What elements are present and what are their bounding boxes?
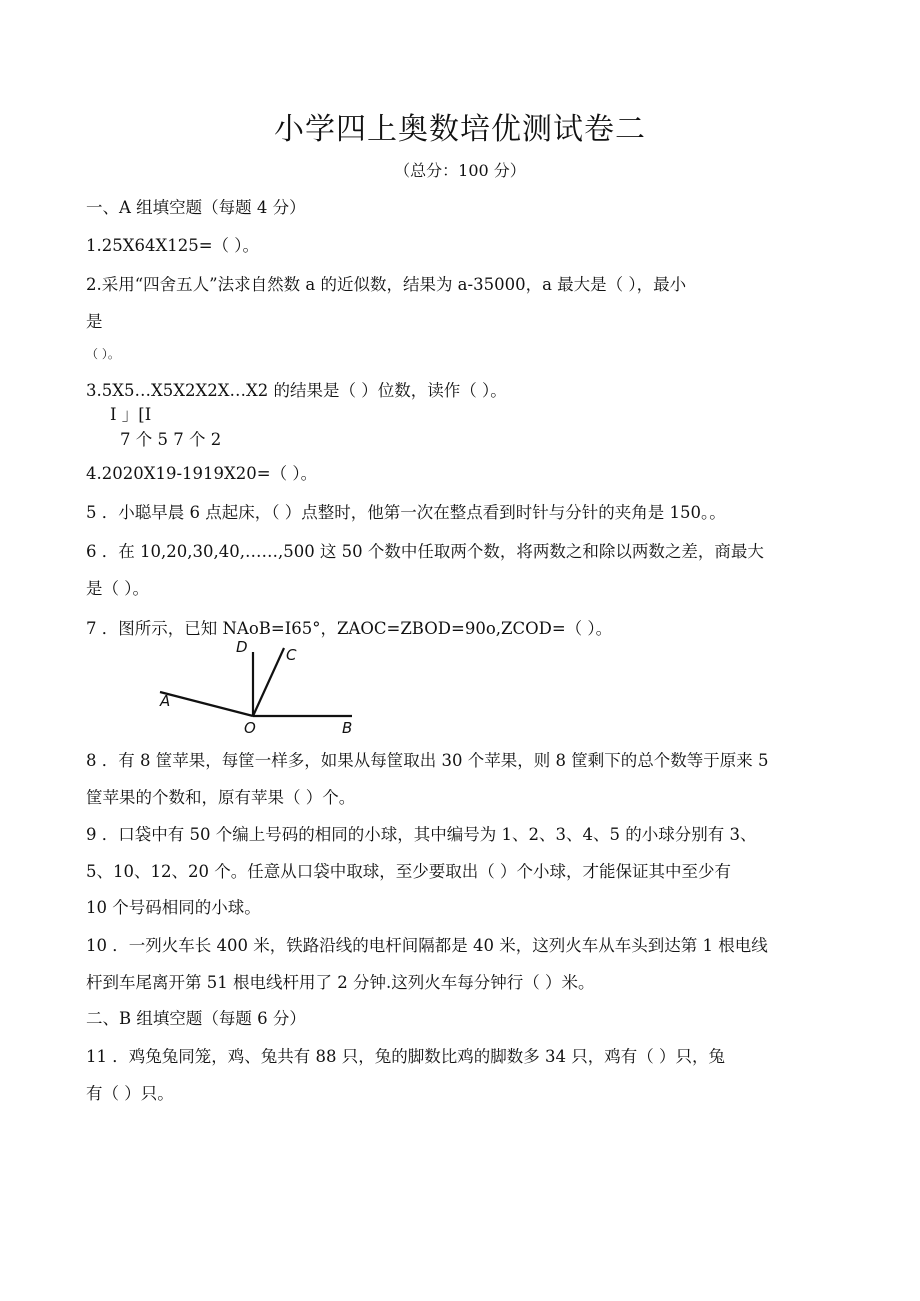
- question-3-brace-marks: I 」[I: [110, 405, 152, 424]
- point-label-a: A: [160, 692, 171, 710]
- question-9-line-1: 9 ．口袋中有 50 个编上号码的相同的小球，其中编号为 1、2、3、4、5 的小球分别有 3、: [86, 825, 757, 844]
- question-2-line-1: 2.采用“四舍五人”法求自然数 a 的近似数，结果为 a-35000，a 最大是（ ），最小: [86, 275, 687, 294]
- ray-oc: [253, 648, 284, 716]
- ray-oa: [160, 692, 253, 716]
- section-b-heading: 二、B 组填空题（每题 6 分）: [86, 1009, 306, 1028]
- question-3-counts: 7 个 5 7 个 2: [120, 430, 222, 449]
- question-2-line-2: 是: [86, 312, 103, 331]
- point-label-d: D: [236, 638, 248, 656]
- question-11-line-1: 11 ．鸡兔兔同笼，鸡、兔共有 88 只，兔的脚数比鸡的脚数多 34 只，鸡有（ ）只，兔: [86, 1047, 725, 1066]
- question-11-line-2: 有（ ）只。: [86, 1084, 174, 1103]
- question-10-line-1: 10 ．一列火车长 400 米，铁路沿线的电杆间隔都是 40 米，这列火车从车头到达第 1 根电线: [86, 936, 768, 955]
- question-8-line-1: 8 ．有 8 筐苹果，每筐一样多，如果从每筐取出 30 个苹果，则 8 筐剩下的总个数等于原来 5: [86, 751, 769, 770]
- angle-figure: [150, 636, 370, 736]
- section-a-heading: 一、A 组填空题（每题 4 分）: [86, 198, 306, 217]
- question-1: 1.25X64X125=（ ）。: [86, 236, 260, 255]
- question-9-line-3: 10 个号码相同的小球。: [86, 898, 261, 917]
- total-score: （总分：100 分）: [394, 161, 526, 180]
- question-5: 5 ．小聪早晨 6 点起床，（ ）点整时，他第一次在整点看到时针与分针的夹角是 150。。: [86, 503, 726, 522]
- question-7: 7 ．图所示，已知 NAoB=I65°，ZAOC=ZBOD=90o,ZCOD=（ ）。: [86, 619, 613, 638]
- point-label-b: B: [342, 719, 353, 736]
- point-label-c: C: [286, 646, 297, 664]
- point-label-o: O: [244, 719, 256, 736]
- question-9-line-2: 5、10、12、20 个。任意从口袋中取球，至少要取出（ ）个小球，才能保证其中至少有: [86, 862, 731, 881]
- question-6-line-1: 6 ．在 10,20,30,40,……,500 这 50 个数中任取两个数，将两数之和除以两数之差，商最大: [86, 542, 764, 561]
- page-title: 小学四上奥数培优测试卷二: [274, 112, 646, 147]
- question-3-line-1: 3.5X5…X5X2X2X…X2 的结果是（ ）位数，读作（ ）。: [86, 381, 507, 400]
- question-2-line-3: （ ）。: [86, 347, 120, 361]
- question-4: 4.2020X19-1919X20=（ ）。: [86, 464, 318, 483]
- question-6-line-2: 是（ ）。: [86, 579, 149, 598]
- question-10-line-2: 杆到车尾离开第 51 根电线杆用了 2 分钟.这列火车每分钟行（ ）米。: [86, 973, 595, 992]
- question-8-line-2: 筐苹果的个数和，原有苹果（ ）个。: [86, 788, 356, 807]
